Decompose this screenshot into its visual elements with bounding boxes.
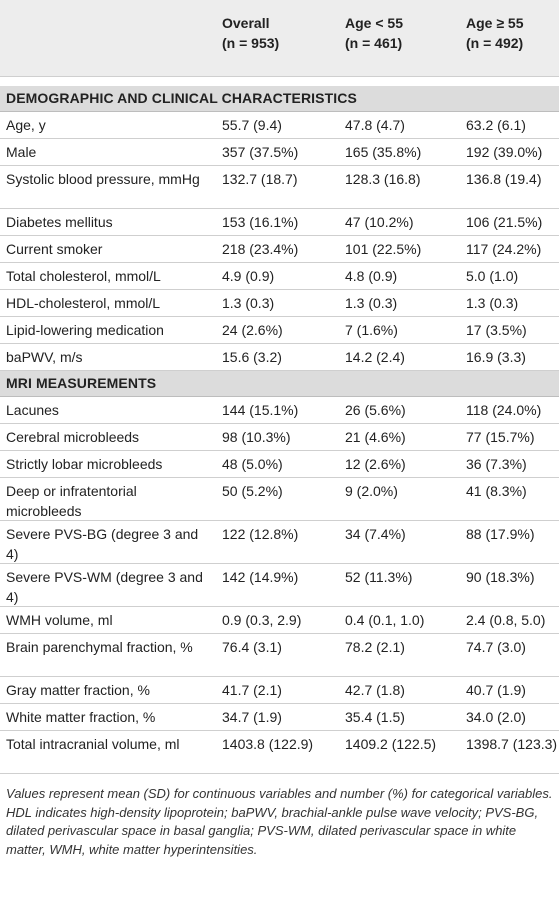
- row-value: 47.8 (4.7): [345, 117, 405, 133]
- row-value: 101 (22.5%): [345, 241, 422, 257]
- row-label: Total intracranial volume, ml: [6, 736, 180, 752]
- row-label: Cerebral microbleeds: [6, 429, 140, 445]
- row-value: 118 (24.0%): [466, 402, 542, 418]
- column-header-age-under-55: [345, 13, 403, 53]
- row-label: Gray matter fraction, %: [6, 682, 150, 698]
- row-value: 41 (8.3%): [466, 483, 527, 499]
- row-value: 17 (3.5%): [466, 322, 527, 338]
- row-value: 34.7 (1.9): [222, 709, 282, 725]
- row-value: 34 (7.4%): [345, 526, 406, 542]
- row-label: Strictly lobar microbleeds: [6, 456, 163, 472]
- row-value: 192 (39.0%): [466, 144, 543, 160]
- row-label: Current smoker: [6, 241, 103, 257]
- row-value: 1398.7 (123.3): [466, 736, 558, 752]
- table-row: [0, 704, 559, 731]
- table-row: [0, 731, 559, 774]
- row-value: 26 (5.6%): [345, 402, 406, 418]
- row-value: 77 (15.7%): [466, 429, 535, 445]
- row-value: 48 (5.0%): [222, 456, 283, 472]
- row-value: 36 (7.3%): [466, 456, 527, 472]
- table-row: [0, 451, 559, 478]
- row-value: 2.4 (0.8, 5.0): [466, 612, 546, 628]
- row-value: 132.7 (18.7): [222, 171, 298, 187]
- row-value: 88 (17.9%): [466, 526, 535, 542]
- row-label: Male: [6, 144, 37, 160]
- row-value: 90 (18.3%): [466, 569, 535, 585]
- column-title: Age ≥ 55: [466, 15, 524, 31]
- column-header-age-55-plus: [466, 13, 523, 53]
- row-value: 50 (5.2%): [222, 483, 283, 499]
- table-footnotes: [0, 774, 559, 859]
- column-n: (n = 492): [466, 35, 524, 51]
- table-row: [0, 607, 559, 634]
- row-value: 1409.2 (122.5): [345, 736, 437, 752]
- spacer: [0, 77, 559, 86]
- table-row: [0, 677, 559, 704]
- row-value: 1403.8 (122.9): [222, 736, 314, 752]
- table-row: [0, 112, 559, 139]
- table-row: [0, 166, 559, 209]
- row-value: 357 (37.5%): [222, 144, 299, 160]
- row-value: 12 (2.6%): [345, 456, 406, 472]
- table-row: [0, 209, 559, 236]
- row-value: 4.8 (0.9): [345, 268, 398, 284]
- row-label: Brain parenchymal fraction, %: [6, 639, 193, 655]
- footnote-abbreviations: HDL indicates high-density lipoprotein; baPWV, brachial-ankle pulse wave velocity; PVS-BG, dilated perivascular space in basal ganglia; PVS-WM, dilated perivascular space in white matter, WMH, white matter hyperintensities.: [6, 804, 539, 857]
- table-body: [0, 86, 559, 774]
- row-label: Lipid-lowering medication: [6, 322, 164, 338]
- row-value: 117 (24.2%): [466, 241, 542, 257]
- row-value: 1.3 (0.3): [466, 295, 519, 311]
- column-n: (n = 461): [345, 35, 403, 51]
- row-value: 9 (2.0%): [345, 483, 398, 499]
- row-value: 52 (11.3%): [345, 569, 413, 585]
- section-header: MRI MEASUREMENTS: [0, 371, 559, 397]
- table-row: [0, 564, 559, 607]
- row-value: 21 (4.6%): [345, 429, 406, 445]
- row-value: 5.0 (1.0): [466, 268, 519, 284]
- row-value: 144 (15.1%): [222, 402, 299, 418]
- table-row: [0, 317, 559, 344]
- table-row: [0, 634, 559, 677]
- row-value: 4.9 (0.9): [222, 268, 275, 284]
- footnote-values: Values represent mean (SD) for continuous variables and number (%) for categorical variables.: [6, 786, 553, 801]
- row-value: 63.2 (6.1): [466, 117, 526, 133]
- row-value: 78.2 (2.1): [345, 639, 405, 655]
- column-title: Age < 55: [345, 15, 403, 31]
- row-value: 122 (12.8%): [222, 526, 299, 542]
- row-value: 165 (35.8%): [345, 144, 422, 160]
- row-value: 16.9 (3.3): [466, 349, 526, 365]
- row-value: 0.4 (0.1, 1.0): [345, 612, 425, 628]
- row-value: 1.3 (0.3): [345, 295, 398, 311]
- table-row: [0, 478, 559, 521]
- row-label: WMH volume, ml: [6, 612, 113, 628]
- table-row: [0, 263, 559, 290]
- row-label: Severe PVS-WM (degree 3 and 4): [6, 569, 203, 605]
- table-header: [0, 0, 559, 77]
- row-label: Age, y: [6, 117, 46, 133]
- row-value: 106 (21.5%): [466, 214, 543, 230]
- table-row: [0, 424, 559, 451]
- table-row: [0, 236, 559, 263]
- row-value: 14.2 (2.4): [345, 349, 405, 365]
- section-header: DEMOGRAPHIC AND CLINICAL CHARACTERISTICS: [0, 86, 559, 112]
- row-value: 128.3 (16.8): [345, 171, 421, 187]
- row-value: 218 (23.4%): [222, 241, 299, 257]
- table-row: [0, 290, 559, 317]
- row-value: 24 (2.6%): [222, 322, 283, 338]
- row-value: 98 (10.3%): [222, 429, 291, 445]
- row-value: 7 (1.6%): [345, 322, 398, 338]
- row-value: 74.7 (3.0): [466, 639, 526, 655]
- table-row: [0, 344, 559, 371]
- row-label: HDL-cholesterol, mmol/L: [6, 295, 161, 311]
- row-value: 42.7 (1.8): [345, 682, 405, 698]
- row-value: 41.7 (2.1): [222, 682, 282, 698]
- row-value: 15.6 (3.2): [222, 349, 282, 365]
- row-value: 40.7 (1.9): [466, 682, 526, 698]
- row-value: 142 (14.9%): [222, 569, 299, 585]
- row-value: 136.8 (19.4): [466, 171, 542, 187]
- row-value: 55.7 (9.4): [222, 117, 282, 133]
- row-value: 1.3 (0.3): [222, 295, 275, 311]
- row-value: 0.9 (0.3, 2.9): [222, 612, 302, 628]
- table-row: [0, 397, 559, 424]
- row-label: Severe PVS-BG (degree 3 and 4): [6, 526, 199, 562]
- row-label: Deep or infratentorial microbleeds: [6, 483, 137, 519]
- column-n: (n = 953): [222, 35, 280, 51]
- row-label: Lacunes: [6, 402, 59, 418]
- table-row: [0, 139, 559, 166]
- row-label: White matter fraction, %: [6, 709, 156, 725]
- row-value: 34.0 (2.0): [466, 709, 526, 725]
- row-label: Systolic blood pressure, mmHg: [6, 171, 200, 187]
- table-row: [0, 521, 559, 564]
- column-header-overall: [222, 13, 279, 53]
- row-value: 47 (10.2%): [345, 214, 414, 230]
- row-label: Total cholesterol, mmol/L: [6, 268, 161, 284]
- row-label: Diabetes mellitus: [6, 214, 113, 230]
- column-title: Overall: [222, 15, 270, 31]
- row-value: 35.4 (1.5): [345, 709, 405, 725]
- row-value: 153 (16.1%): [222, 214, 299, 230]
- row-value: 76.4 (3.1): [222, 639, 282, 655]
- row-label: baPWV, m/s: [6, 349, 83, 365]
